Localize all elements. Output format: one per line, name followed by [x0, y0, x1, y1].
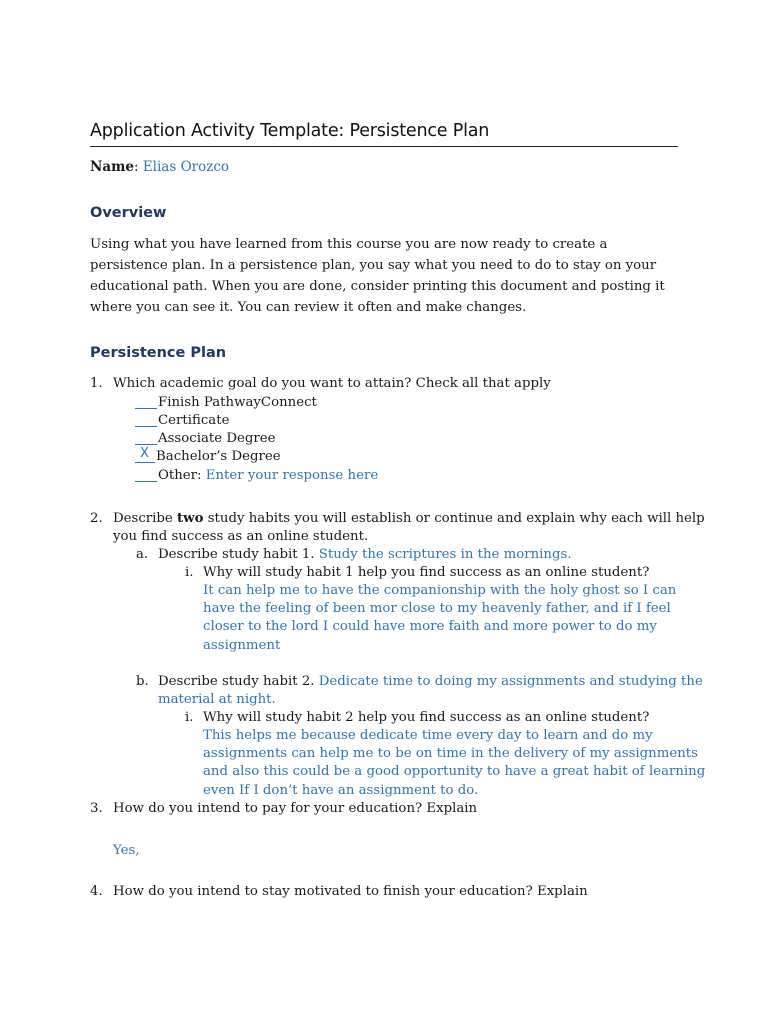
- q1-number: 1.: [90, 376, 103, 391]
- q2b-letter: b.: [136, 674, 149, 689]
- overview-heading: Overview: [90, 205, 167, 221]
- q2b-i-number: i.: [185, 710, 194, 725]
- q2a-i-prompt: Why will study habit 1 help you find success as an online student?: [203, 565, 650, 580]
- q1-text: Which academic goal do you want to attain? Check all that apply: [113, 376, 551, 391]
- option-other[interactable]: Other: Enter your response here: [135, 467, 378, 485]
- q4-number: 4.: [90, 884, 103, 899]
- name-line: [90, 158, 229, 176]
- document-title: Application Activity Template: Persistence Plan: [90, 120, 678, 147]
- checkbox-blank[interactable]: [135, 430, 157, 445]
- q2a-prompt: Describe study habit 1.: [158, 547, 315, 562]
- q2a-i-answer[interactable]: It can help me to have the companionship with the holy ghost so I can have the feeling of been mor close to my heavenly father, and if I feel closer to the lord I could have more faith and more power to do my assignment: [203, 583, 677, 653]
- q3-text: How do you intend to pay for your education? Explain: [113, 801, 478, 816]
- q2b-answer-line2[interactable]: material at night.: [158, 692, 276, 707]
- q3-number: 3.: [90, 801, 103, 816]
- q4-text: How do you intend to stay motivated to finish your education? Explain: [113, 884, 588, 899]
- q2b-i-prompt: Why will study habit 2 help you find success as an online student?: [203, 710, 650, 725]
- q2a-i-number: i.: [185, 565, 194, 580]
- name-value[interactable]: Elias Orozco: [142, 159, 230, 175]
- q2b-line: [158, 673, 703, 691]
- name-label: Name: [90, 159, 134, 175]
- name-colon: :: [133, 159, 143, 175]
- checkbox-blank[interactable]: [135, 412, 157, 427]
- q2a-letter: a.: [136, 547, 149, 562]
- option-certificate[interactable]: Certificate: [135, 412, 229, 430]
- q2a-answer[interactable]: Study the scriptures in the mornings.: [318, 547, 572, 562]
- overview-paragraph: Using what you have learned from this course you are now ready to create a persistence plan. In a persistence plan, you say what you need to do to stay on your educational path. When you are done, consider printing this document and posting it where you can see it. You can review it often and make changes.: [90, 237, 665, 315]
- q2-text-line2: you find success as an online student.: [113, 529, 369, 544]
- q3-answer[interactable]: Yes,: [113, 843, 140, 858]
- q2-number: 2.: [90, 511, 103, 526]
- q2b-i-answer[interactable]: This helps me because dedicate time every day to learn and do my assignments can help me to be on time in the delivery of my assignments and also this could be a good opportunity to have a great habit of learning even If I don’t have an assignment to do.: [203, 728, 706, 798]
- option-finish-pathwayconnect[interactable]: Finish PathwayConnect: [135, 394, 317, 412]
- checkbox-blank[interactable]: [135, 394, 157, 409]
- q2a-line: [158, 546, 572, 564]
- checkbox-checked[interactable]: [135, 448, 155, 463]
- checkbox-blank[interactable]: [135, 467, 157, 482]
- x-mark: X: [140, 446, 149, 461]
- q2b-prompt: Describe study habit 2.: [158, 674, 315, 689]
- other-response-field[interactable]: Enter your response here: [205, 468, 379, 483]
- q2-text: Describe two study habits you will establish or continue and explain why each will help: [113, 511, 705, 526]
- option-bachelors-degree[interactable]: X Bachelor’s Degree: [135, 448, 281, 466]
- persistence-plan-heading: Persistence Plan: [90, 345, 227, 361]
- q2b-answer[interactable]: Dedicate time to doing my assignments and studying the: [318, 674, 703, 689]
- option-associate-degree[interactable]: Associate Degree: [135, 430, 275, 448]
